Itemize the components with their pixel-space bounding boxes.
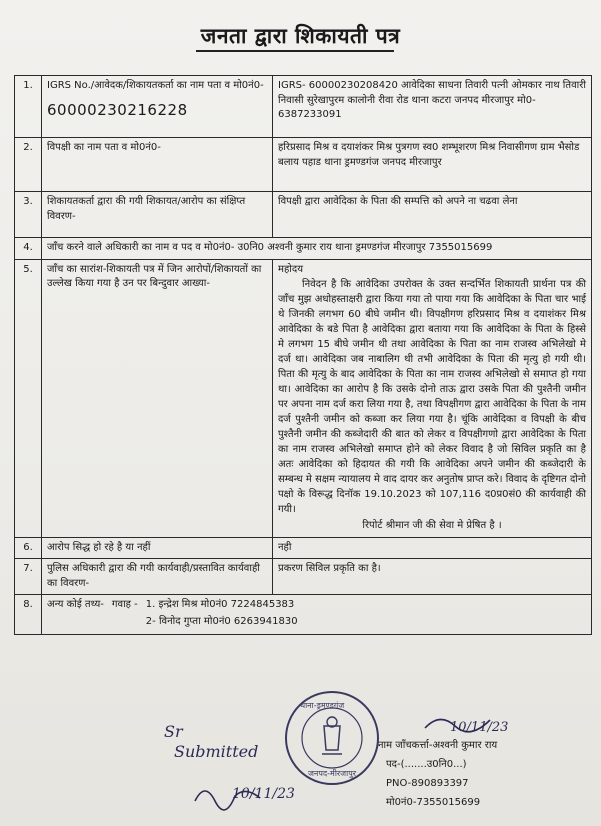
row-value: प्रकरण सिविल प्रकृति का है। [273, 559, 592, 595]
form-row-6 [15, 537, 592, 559]
form-row-5 [15, 259, 592, 537]
handwritten-date-left: 10/11/23 [232, 786, 295, 802]
form-row-8 [15, 595, 592, 635]
row-number: 3. [15, 192, 42, 238]
row-label: जाँच का सारांश-शिकायती पत्र में जिन आरोपों/शिकायतों का उल्लेख किया गया है उन पर बिन्दुवार आख्या- [42, 259, 273, 537]
stamp-text-top: थाना-ड्रमण्डगंज [300, 701, 345, 710]
row-number: 7. [15, 559, 42, 595]
row-number: 5. [15, 259, 42, 537]
row-label: शिकायतकर्ता द्वारा की गयी शिकायत/आरोप का संक्षिप्त विवरण- [42, 192, 273, 238]
handwritten-date-right: 10/11/23 [450, 720, 509, 735]
row-label: विपक्षी का नाम पता व मो0नं0- [42, 138, 273, 192]
stamp-text-bottom: जनपद-मीरजापुर [308, 769, 357, 778]
row-label-cell [42, 76, 273, 138]
row-label: पुलिस अधिकारी द्वारा की गयी कार्यवाही/प्रस्तावित कार्यवाही का विवरण- [42, 559, 273, 595]
complaint-form-table [14, 75, 592, 635]
form-row-7 [15, 559, 592, 595]
title-underline [196, 50, 394, 52]
row-label: IGRS No./आवेदक/शिकायतकर्ता का नाम पता व मो0नं0- [47, 80, 264, 91]
witness-item: 2- विनोद गुप्ता मो0नं0 6263941830 [145, 615, 298, 627]
handwritten-note-sr: Sr [164, 722, 183, 741]
row-value-cell [42, 595, 592, 635]
officer-pno: PNO-890893397 [386, 778, 469, 789]
row-number: 4. [15, 238, 42, 260]
salutation: महोदय [278, 263, 303, 275]
row-number: 2. [15, 138, 42, 192]
witness-prefix: गवाह - [111, 599, 138, 610]
officer-mobile: मो0नं0-7355015699 [386, 797, 481, 808]
igrs-number: 60000230216228 [47, 100, 188, 119]
row-number: 1. [15, 76, 42, 138]
row-label: जाँच करने वाले अधिकारी का नाम व पद व मो0नं0- उ0नि0 अश्वनी कुमार राय थाना ड्रमण्डगंज मीरजापुर 7355015699 [42, 238, 592, 260]
row-value-cell [273, 259, 592, 537]
witness-item: 1. इन्द्रेश मिश्र मो0नं0 7224845383 [145, 599, 295, 610]
form-row-3 [15, 192, 592, 238]
row-value: IGRS- 60000230208420 आवेदिका साधना तिवारी पत्नी ओमकार नाथ तिवारी निवासी सुरेखापुरम कालोनी रीवा रोड थाना कटरा जनपद मीरजापुर मो0-6387233091 [273, 76, 592, 138]
signature-area [0, 688, 601, 826]
row-value: विपक्षी द्वारा आवेदिका के पिता की सम्पत्ति को अपने ना चढवा लेना [273, 192, 592, 238]
row-label: आरोप सिद्ध हो रहे है या नहीं [42, 537, 273, 559]
form-row-2 [15, 138, 592, 192]
row-number: 8. [15, 595, 42, 635]
officer-details [378, 736, 497, 812]
witness-list [146, 598, 298, 631]
row-value: नही [273, 537, 592, 559]
form-row-4 [15, 238, 592, 260]
row-value: हरिप्रसाद मिश्र व दयाशंकर मिश्र पुत्रगण स्व0 शम्भूशरण मिश्र निवासीगण ग्राम भैसोड बलाय पहाड थाना ड्रमण्डगंज जनपद मीरजापुर [273, 138, 592, 192]
officer-name: नाम जाँचकर्त्ता-अश्वनी कुमार राय [378, 740, 498, 751]
officer-post: पद-(.......उ0नि0...) [386, 759, 467, 770]
investigation-body: निवेदन है कि आवेदिका उपरोक्त के उक्त सन्दर्भित शिकायती प्रार्थना पत्र की जाँच मुझ अधोहस्ताक्षरी द्वारा किया गया तो पाया गया कि आवेदिका के पिता चार भाई थे जिनकी लगभग 60 बीघे जमीन थी। विपक्षीगण हरिप्रसाद मिश्र व दयाशंकर मिश्र आवेदिका के बडे पिता है आवेदिका द्वारा बताया गया कि आवेदिका के पिता के हिस्से मे लगभग 15 बीघे जमीन थी तथा आवेदिका के पिता का नाम राजस्व अभिलेखो मे दर्ज था। आवेदिका जब नाबालिग थी तभी आवेदिका के पिता की मृत्यु हो गयी थी। पिता की मृत्यु के बाद आवेदिका के पिता का नाम राजस्व अभिलेखो से समाप्त हो गया था। आवेदिका का आरोप है कि उसके दोनो ताऊ द्वारा उसके पिता की पुश्तैनी जमीन पर अपना नाम दर्ज करा लिया गया है, तथा विपक्षीगण द्वारा आवेदिका के पिता के नाम दर्ज पुश्तैनी जमीन को कब्जा कर लिया गया है। चूंकि आवेदिका व विपक्षी के बीच पुश्तैनी जमीन की कब्जेदारी की बात को लेकर व विपक्षीगणो द्वारा आवेदिका के पिता का नाम राजस्व अभिलेखो समाप्त होने को लेकर विवाद है जो सिविल प्रकृति का है अतः आवेदिका को हिदायत की गयी कि आवेदिका अपने जमीन की कब्जेदारी के सम्बन्ध मे सक्षम न्यायालय मे वाद दायर कर अनुतोष प्राप्त करे। विवाद के दृष्टिगत दोनो पक्षो के विरूद्ध दिनॉक 19.10.2023 को 107,116 द0प्र0सं0 की कार्यवाही की गयी। [278, 279, 586, 515]
handwritten-note-submitted: Submitted [174, 742, 259, 761]
form-row-1 [15, 76, 592, 138]
report-line: रिपोर्ट श्रीमान जी की सेवा मे प्रेषित है । [362, 520, 502, 531]
row-label: अन्य कोई तथ्य- [47, 599, 104, 610]
document-title: जनता द्वारा शिकायती पत्र [200, 24, 401, 48]
witness-row [47, 598, 586, 631]
row-number: 6. [15, 537, 42, 559]
